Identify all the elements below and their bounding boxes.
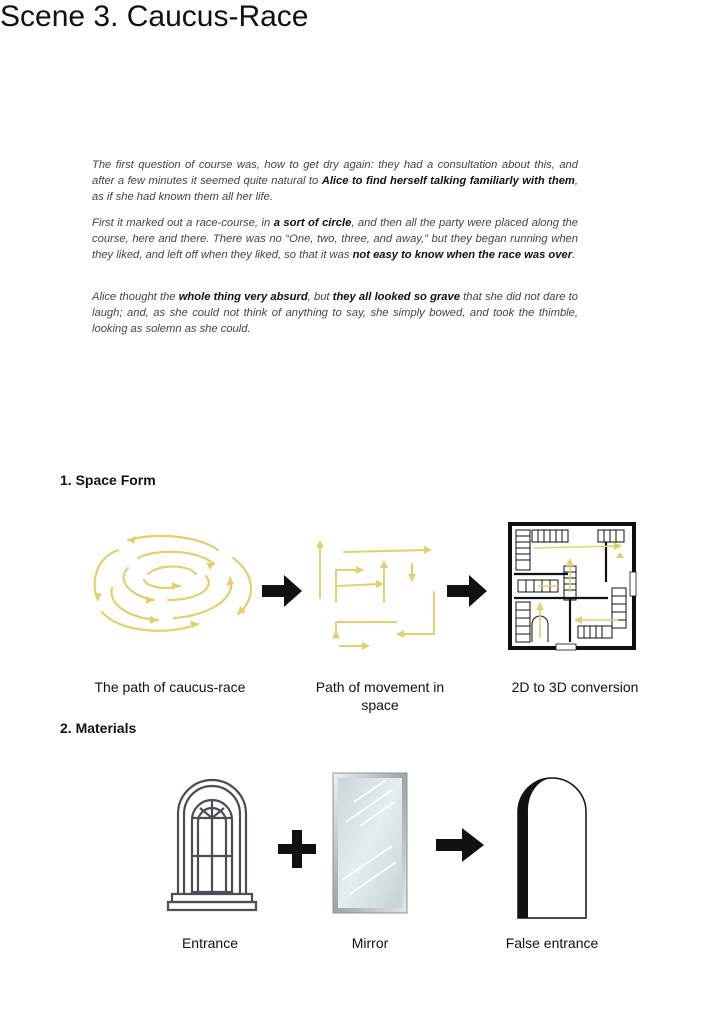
emphasis-text: Alice to find herself talking familiarly with them [321, 175, 575, 187]
arrow-right-icon [447, 575, 487, 607]
caption-entrance: Entrance [181, 935, 239, 951]
caption-mirror: Mirror [351, 935, 389, 951]
mirror-icon [332, 772, 408, 914]
arrow-right-icon [436, 828, 484, 862]
paragraph-text: that she did not dare to laugh; and, as she could not think of anything to say, she simply bowed, and took the thimble, looking as solemn as she could. [92, 291, 578, 335]
emphasis-text: a sort of circle [273, 217, 352, 229]
arched-window-icon [168, 772, 256, 914]
story-paragraph-1 [92, 157, 578, 205]
page-title: Scene 3. Caucus-Race [0, 0, 309, 33]
section-heading-materials: 2. Materials [60, 720, 137, 736]
emphasis-text: whole thing very absurd [178, 291, 308, 303]
paragraph-text: The first question of course was, how to get dry again: they had a consultation about this, and after a few minutes it seemed quite natural to [92, 159, 578, 187]
story-paragraph-3 [92, 289, 578, 337]
paragraph-text: First it marked out a race-course, in [92, 217, 274, 229]
paragraph-text: . [572, 249, 576, 261]
movement-path-icon [310, 538, 440, 650]
paragraph-text: , and then all the party were placed along the course, here and there. There was no “One, two, three, and away,” but they began running when they liked, and left off when they liked, so that it was [92, 217, 579, 261]
paragraph-text: Alice thought the [92, 291, 179, 303]
section-heading-space-form: 1. Space Form [60, 472, 156, 488]
caption-2d-to-3d: 2D to 3D conversion [511, 679, 639, 695]
caption-false-entrance: False entrance [505, 935, 599, 951]
emphasis-text: they all looked so grave [332, 291, 460, 303]
story-paragraph-2 [92, 215, 578, 263]
plus-icon [276, 828, 318, 870]
arrow-right-icon [262, 575, 302, 607]
caption-caucus-path: The path of caucus-race [94, 679, 246, 695]
arched-door-icon [512, 772, 592, 918]
caption-movement-path: Path of movement in space [315, 679, 445, 713]
floor-plan-icon [508, 522, 636, 650]
emphasis-text: not easy to know when the race was over [352, 249, 573, 261]
spiral-path-icon [88, 528, 258, 640]
paragraph-text: , as if she had known them all her life. [92, 175, 578, 203]
paragraph-text: , but [307, 291, 333, 303]
